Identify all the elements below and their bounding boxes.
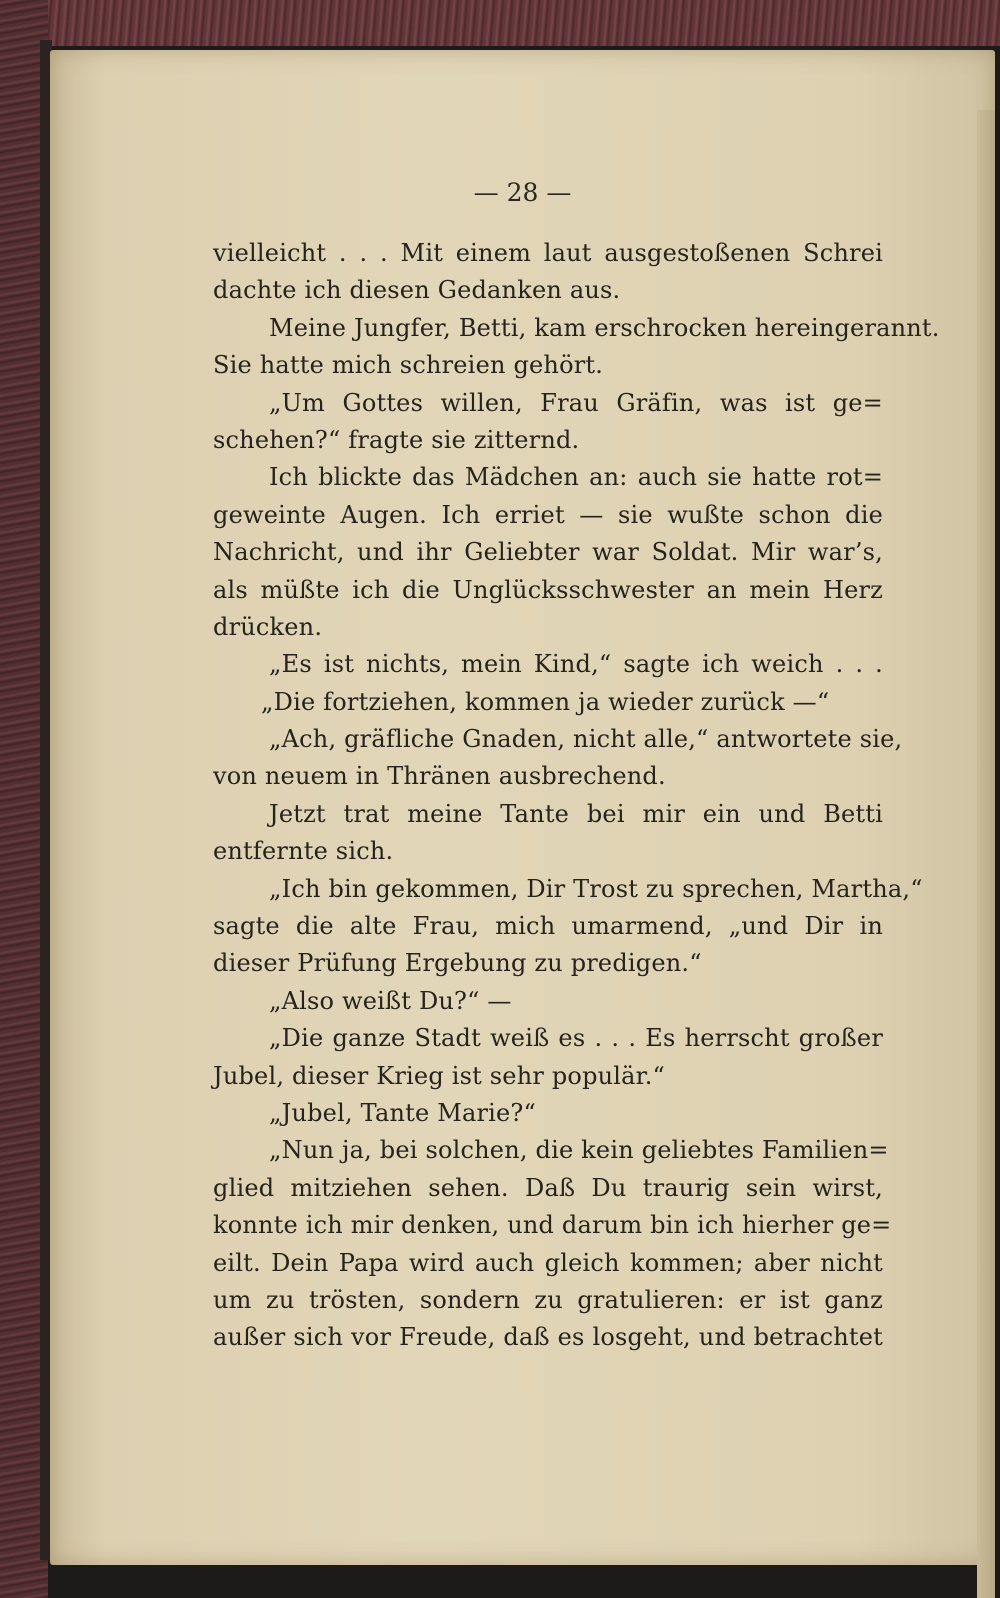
text-line: glied mitziehen sehen. Daß Du traurig sein wirst, — [213, 1173, 883, 1202]
text-line: als müßte ich die Unglücksschwester an mein Herz — [213, 575, 883, 604]
text-line: dachte ich diesen Gedanken aus. — [213, 276, 621, 305]
text-line: Meine Jungfer, Betti, kam erschrocken hereingerannt. — [269, 313, 940, 342]
text-line: „Die fortziehen, kommen ja wieder zurück —“ — [261, 687, 830, 716]
text-line: sagte die alte Frau, mich umarmend, „und Dir in — [213, 912, 883, 941]
text-line: Jetzt trat meine Tante bei mir ein und Betti — [269, 799, 883, 828]
book-cover-top-edge — [0, 0, 1000, 46]
text-line: von neuem in Thränen ausbrechend. — [213, 762, 666, 791]
text-line: vielleicht . . . Mit einem laut ausgestoßenen Schrei — [213, 239, 883, 267]
text-line: dieser Prüfung Ergebung zu predigen.“ — [213, 949, 702, 978]
text-line: „Nun ja, bei solchen, die kein geliebtes Familien= — [269, 1136, 889, 1165]
text-line: konnte ich mir denken, und darum bin ich hierher ge= — [213, 1211, 892, 1240]
text-line: „Ach, gräfliche Gnaden, nicht alle,“ antwortete sie, — [269, 725, 903, 754]
text-line: eilt. Dein Papa wird auch gleich kommen; aber nicht — [213, 1248, 883, 1277]
text-line: „Die ganze Stadt weiß es . . . Es herrscht großer — [269, 1024, 883, 1053]
text-line: „Ich bin gekommen, Dir Trost zu sprechen, Martha,“ — [269, 874, 923, 903]
text-line: Ich blickte das Mädchen an: auch sie hatte rot= — [269, 463, 883, 492]
text-line: drücken. — [213, 612, 323, 641]
body-text — [213, 235, 940, 1357]
book-page — [50, 50, 995, 1565]
text-line: außer sich vor Freude, daß es losgeht, und betrachtet — [213, 1323, 883, 1352]
text-line: „Es ist nichts, mein Kind,“ sagte ich weich . . . — [269, 650, 883, 679]
text-line: „Also weißt Du?“ — — [269, 986, 512, 1015]
text-line: Sie hatte mich schreien gehört. — [213, 351, 604, 380]
text-line: Nachricht, und ihr Geliebter war Soldat. Mir war’s, — [213, 538, 883, 567]
text-line: um zu trösten, sondern zu gratulieren: er ist ganz — [213, 1285, 883, 1314]
text-line: schehen?“ fragte sie zitternd. — [213, 425, 580, 454]
text-line: „Jubel, Tante Marie?“ — [269, 1098, 536, 1127]
text-line: Jubel, dieser Krieg ist sehr populär.“ — [213, 1061, 666, 1090]
text-line: entfernte sich. — [213, 837, 394, 866]
page-number: — 28 — — [473, 178, 572, 207]
text-line: geweinte Augen. Ich erriet — sie wußte schon die — [213, 500, 883, 529]
page-stack-edge — [977, 110, 995, 1598]
text-line: „Um Gottes willen, Frau Gräfin, was ist ge= — [269, 388, 883, 417]
